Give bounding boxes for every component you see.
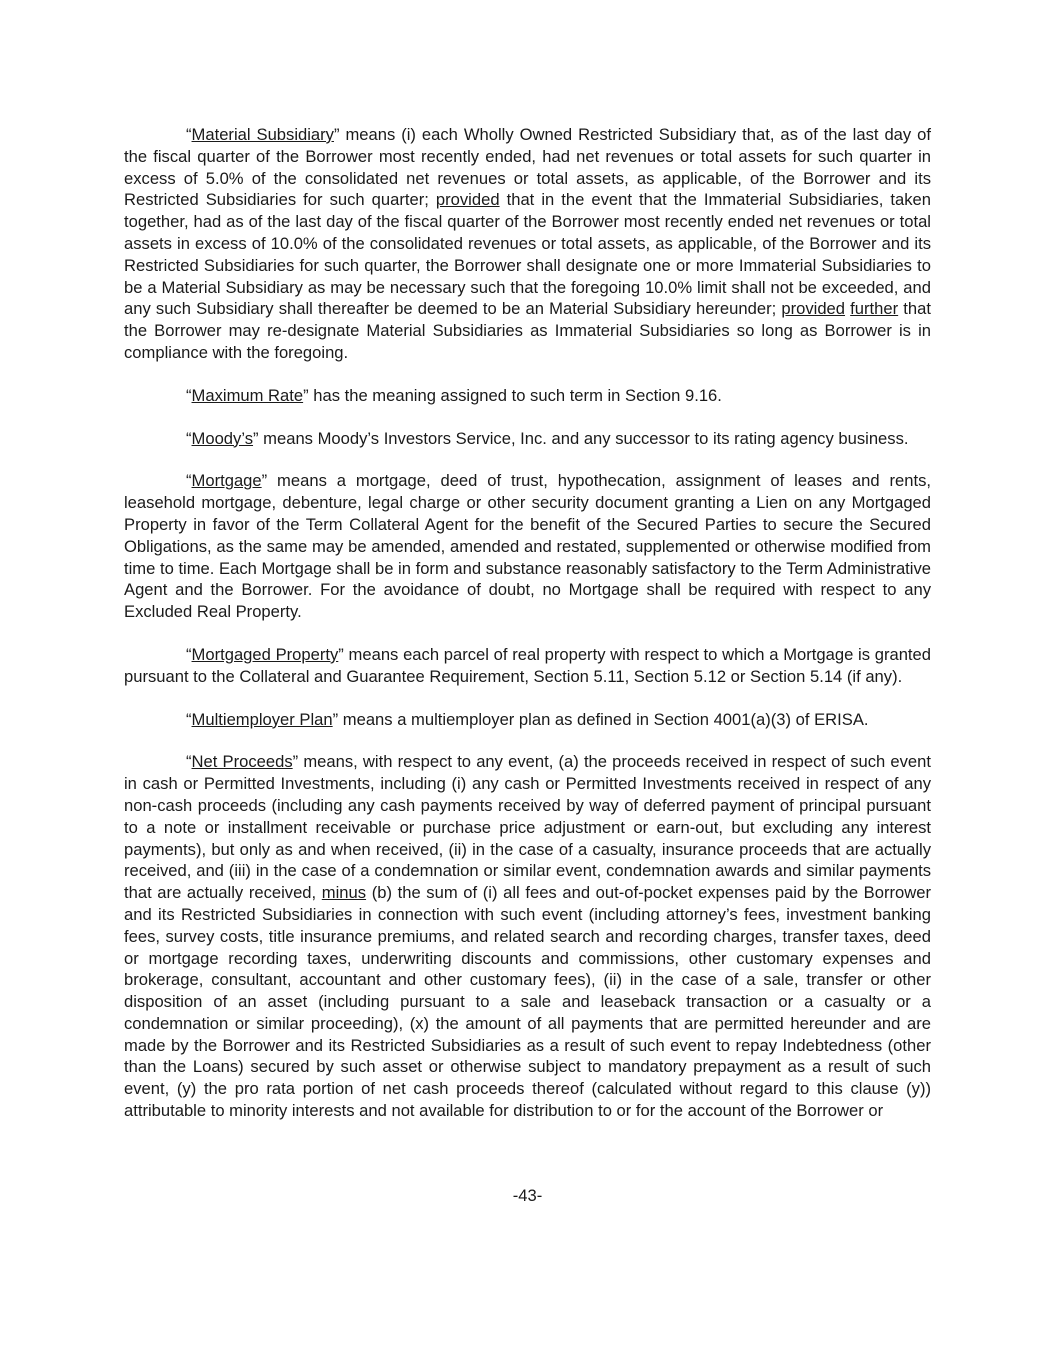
definition-text: means each parcel of real property with respect to which a Mortgage is granted pursuant to the Collateral and Guarantee Requirement, Section 5.11, Section 5.12 or Section 5.14 (if any). [124,644,931,686]
definition-text: that the Borrower may re-designate Material Subsidiaries as Immaterial Subsidiaries so long as Borrower is in compliance with the foregoing. [124,299,931,362]
close-quote: ” [338,644,344,664]
definition-text: means a mortgage, deed of trust, hypothecation, assignment of leases and rents, leasehold mortgage, debenture, legal charge or other security document granting a Lien on any Mortgaged Property in favor of the Term Collateral Agent for the benefit of the Secured Parties to secure the Secured Obligations, as the same may be amended, amended and restated, supplemented or otherwise modified from time to time. Each Mortgage shall be in form and substance reasonably satisfactory to the Term Administrative Agent and the Borrower. For the avoidance of doubt, no Mortgage shall be required with respect to any Excluded Real Property. [124,471,931,622]
open-quote: “ [186,644,192,664]
underlined-text: minus [321,883,367,903]
definition-paragraph [124,644,931,688]
page-number: -43- [512,1186,543,1205]
definition-paragraph [124,751,931,1122]
definition-paragraph [124,709,931,731]
definition-text: (b) the sum of (i) all fees and out-of-pocket expenses paid by the Borrower and its Restricted Subsidiaries in connection with such event (including attorney’s fees, investment banking fees, survey costs, title insurance premiums, and related search and recording charges, transfer taxes, deed or mortgage recording taxes, underwriting discounts and commissions, other customary expenses and brokerage, consultant, accountant and other customary fees), (ii) in the case of a sale, transfer or other disposition of an asset (including pursuant to a sale and leaseback transaction or a casualty or a condemnation or similar proceeding), (x) the amount of all payments that are permitted hereunder and are made by the Borrower and its Restricted Subsidiaries as a result of such event to repay Indebtedness (other than the Loans) secured by such asset or otherwise subject to mandatory prepayment as a result of such event, (y) the pro rata portion of net cash proceeds thereof (calculated without regard to this clause (y)) attributable to minority interests and not available for distribution to or for the account of the Borrower or [124,883,931,1121]
underlined-text: further [850,299,899,319]
defined-term: Moody’s [191,428,254,448]
defined-term: Mortgage [191,471,262,491]
defined-term: Maximum Rate [191,385,304,405]
definition-text: means (i) each Wholly Owned Restricted Subsidiary that, as of the last day of the fiscal quarter of the Borrower most recently ended, had net revenues or total assets for such quarter in excess of 5.0% of the consolidated net revenues or total assets, as applicable, of the Borrower and its Restricted Subsidiaries for such quarter; [124,125,931,210]
open-quote: “ [186,471,192,491]
underlined-text: provided [435,190,500,210]
definition-text: means a multiemployer plan as defined in Section 4001(a)(3) of ERISA. [338,709,869,729]
definition-text: has the meaning assigned to such term in Section 9.16. [308,385,722,405]
definition-text: means, with respect to any event, (a) the proceeds received in respect of such event in cash or Permitted Investments, including (i) any cash or Permitted Investments received in respect of any non-cash proceeds (including any cash payments received by way of deferred payment of principal pursuant to a note or installment receivable or purchase price adjustment or earn-out, but excluding any interest payments), but only as and when received, (ii) in the case of a casualty, insurance proceeds that are actually received, and (iii) in the case of a condemnation or similar event, condemnation awards and similar payments that are actually received, [124,752,932,903]
close-quote: ” [333,125,340,144]
definition-paragraph [124,124,931,364]
definition-text: means Moody’s Investors Service, Inc. and any successor to its rating agency business. [258,428,909,448]
definition-text: that in the event that the Immaterial Subsidiaries, taken together, had as of the last day of the fiscal quarter of the Borrower most recently ended net revenues or total assets in excess of 10.0% of the consolidated revenues or total assets, as applicable, of the Borrower and its Restricted Subsidiaries for such quarter, the Borrower shall designate one or more Immaterial Subsidiaries to be a Material Subsidiary as may be necessary such that the foregoing 10.0% limit shall not be exceeded, and any such Subsidiary shall thereafter be deemed to be an Material Subsidiary hereunder; [124,190,931,319]
open-quote: “ [186,752,192,772]
open-quote: “ [186,428,192,448]
close-quote: ” [261,471,268,491]
definition-paragraph [124,470,931,623]
close-quote: ” [292,752,299,772]
definition-paragraph [124,385,931,407]
defined-term: Material Subsidiary [191,125,334,144]
document-body [124,124,931,1143]
close-quote: ” [332,709,339,729]
open-quote: “ [186,709,192,729]
close-quote: ” [253,428,259,448]
close-quote: ” [303,385,309,405]
underlined-text: provided [781,299,846,319]
open-quote: “ [186,385,192,405]
defined-term: Net Proceeds [191,752,293,772]
defined-term: Multiemployer Plan [191,709,333,729]
defined-term: Mortgaged Property [191,644,339,664]
definition-paragraph [124,428,931,450]
open-quote: “ [186,125,192,144]
